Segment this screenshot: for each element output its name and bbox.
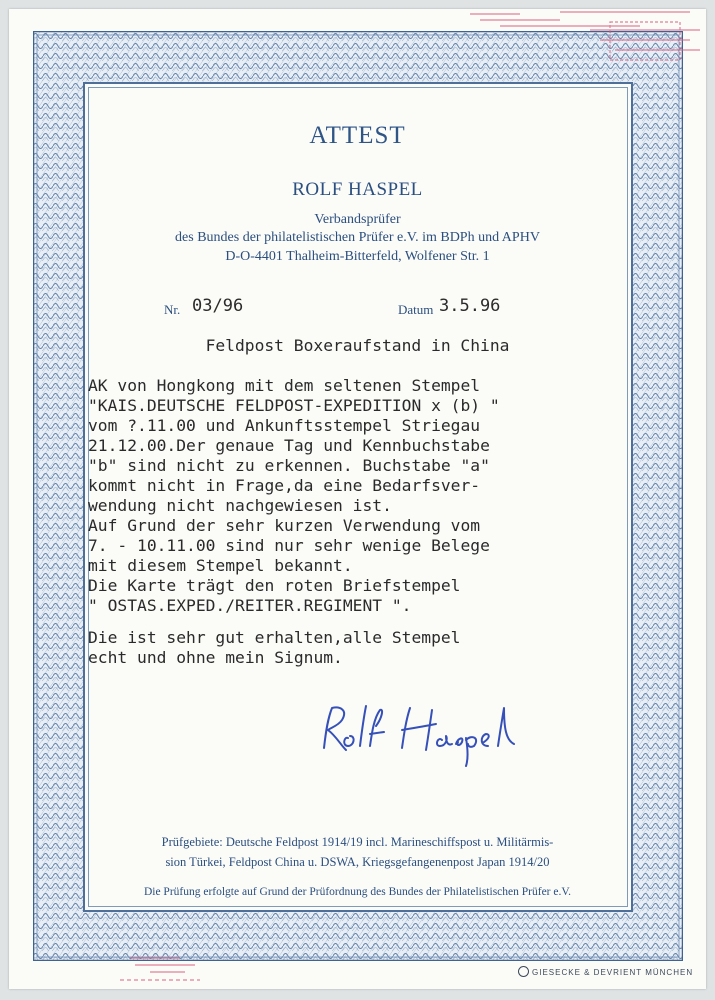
certificate-heading: Feldpost Boxeraufstand in China — [205, 336, 510, 355]
handwritten-signature — [318, 700, 528, 770]
printer-logo-icon — [518, 966, 529, 977]
printer-name: GIESECKE & DEVRIENT MÜNCHEN — [532, 968, 694, 977]
body-line: 21.12.00.Der genaue Tag und Kennbuchstabe — [88, 436, 490, 455]
body-line: kommt nicht in Frage,da eine Bedarfsver- — [88, 476, 481, 495]
certificate-date: 3.5.96 — [439, 296, 501, 316]
printer-imprint — [518, 966, 693, 977]
body-line: "b" sind nicht zu erkennen. Buchstabe "a" — [88, 456, 490, 475]
examiner-role: Verbandsprüfer — [314, 212, 401, 227]
examiner-address: D-O-4401 Thalheim-Bitterfeld, Wolfener Str. 1 — [225, 249, 490, 264]
document-title: ATTEST — [309, 122, 406, 149]
body-line: vom ?.11.00 und Ankunftsstempel Striegau — [88, 416, 481, 435]
body-line: " OSTAS.EXPED./REITER.REGIMENT ". — [88, 596, 412, 615]
body-line: AK von Hongkong mit dem seltenen Stempel — [88, 376, 481, 395]
number-label: Nr. — [164, 302, 181, 317]
examiner-name: ROLF HASPEL — [292, 179, 423, 200]
date-label: Datum — [398, 302, 434, 317]
footer-areas-line-1: Prüfgebiete: Deutsche Feldpost 1914/19 incl. Marineschiffspost u. Militärmis- — [161, 835, 554, 849]
body-line: "KAIS.DEUTSCHE FELDPOST-EXPEDITION x (b) " — [88, 396, 500, 415]
examiner-association: des Bundes der philatelistischen Prüfer e.V. im BDPh und APHV — [175, 230, 540, 245]
footer-areas-line-2: sion Türkei, Feldpost China u. DSWA, Kriegsgefangenenpost Japan 1914/20 — [165, 855, 550, 869]
footer-regulation: Die Prüfung erfolgte auf Grund der Prüfordnung des Bundes der Philatelistischen Prüfer e.V. — [143, 886, 572, 898]
certificate-number: 03/96 — [192, 296, 244, 316]
body-line: Die Karte trägt den roten Briefstempel — [88, 576, 461, 595]
body-line: wendung nicht nachgewiesen ist. — [88, 496, 392, 515]
body-line: Auf Grund der sehr kurzen Verwendung vom — [88, 516, 481, 535]
conclusion-line: echt und ohne mein Signum. — [88, 648, 343, 667]
body-line: mit diesem Stempel bekannt. — [88, 556, 353, 575]
body-line: 7. - 10.11.00 sind nur sehr wenige Belege — [88, 536, 490, 555]
conclusion-line: Die ist sehr gut erhalten,alle Stempel — [88, 628, 461, 647]
